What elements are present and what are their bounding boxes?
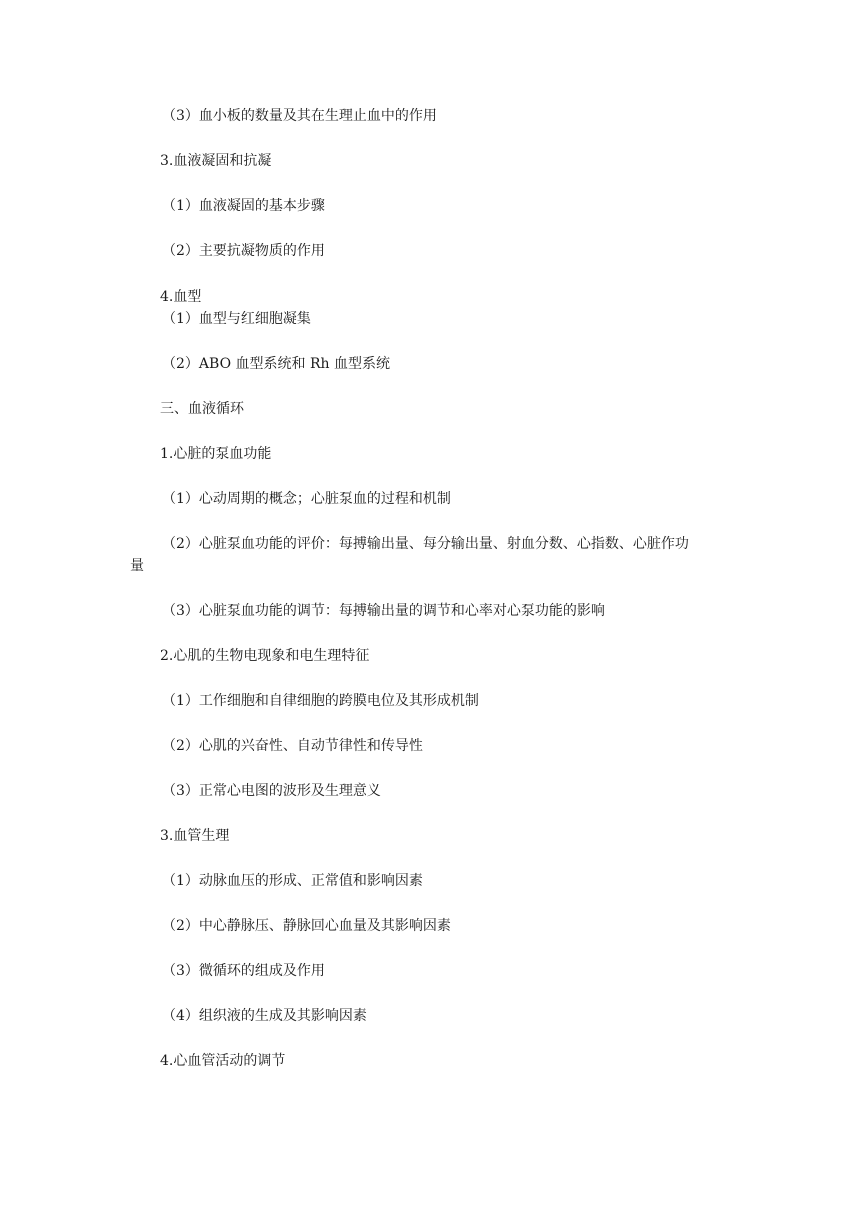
text-line-continuation: 量 [130, 558, 144, 574]
text-line: （1）血液凝固的基本步骤 [162, 198, 325, 214]
text-line: （1）心动周期的概念；心脏泵血的过程和机制 [162, 491, 451, 507]
section-heading: 4.心血管活动的调节 [160, 1053, 286, 1069]
section-heading: 3.血管生理 [160, 828, 230, 844]
text-line: （4）组织液的生成及其影响因素 [162, 1008, 367, 1024]
text-line: （3）心脏泵血功能的调节：每搏输出量的调节和心率对心泵功能的影响 [162, 603, 605, 619]
text-line: （1）工作细胞和自律细胞的跨膜电位及其形成机制 [162, 693, 479, 709]
text-line: （2）心脏泵血功能的评价：每搏输出量、每分输出量、射血分数、心指数、心脏作功 [162, 536, 689, 552]
text-line: （2）心肌的兴奋性、自动节律性和传导性 [162, 738, 423, 754]
text-line: （2）主要抗凝物质的作用 [162, 243, 325, 259]
text-line: （2）中心静脉压、静脉回心血量及其影响因素 [162, 918, 451, 934]
text-line: （3）血小板的数量及其在生理止血中的作用 [162, 108, 437, 124]
text-line: （2）ABO 血型系统和 Rh 血型系统 [162, 356, 390, 372]
section-heading: 3.血液凝固和抗凝 [160, 153, 272, 169]
text-line: （3）正常心电图的波形及生理意义 [162, 783, 381, 799]
text-line: （1）动脉血压的形成、正常值和影响因素 [162, 873, 423, 889]
section-heading: 1.心脏的泵血功能 [160, 446, 272, 462]
text-line: （1）血型与红细胞凝集 [162, 311, 311, 327]
text-line: （3）微循环的组成及作用 [162, 963, 325, 979]
chapter-heading: 三、血液循环 [160, 401, 244, 417]
section-heading: 2.心肌的生物电现象和电生理特征 [160, 648, 370, 664]
section-heading: 4.血型 [160, 289, 202, 305]
